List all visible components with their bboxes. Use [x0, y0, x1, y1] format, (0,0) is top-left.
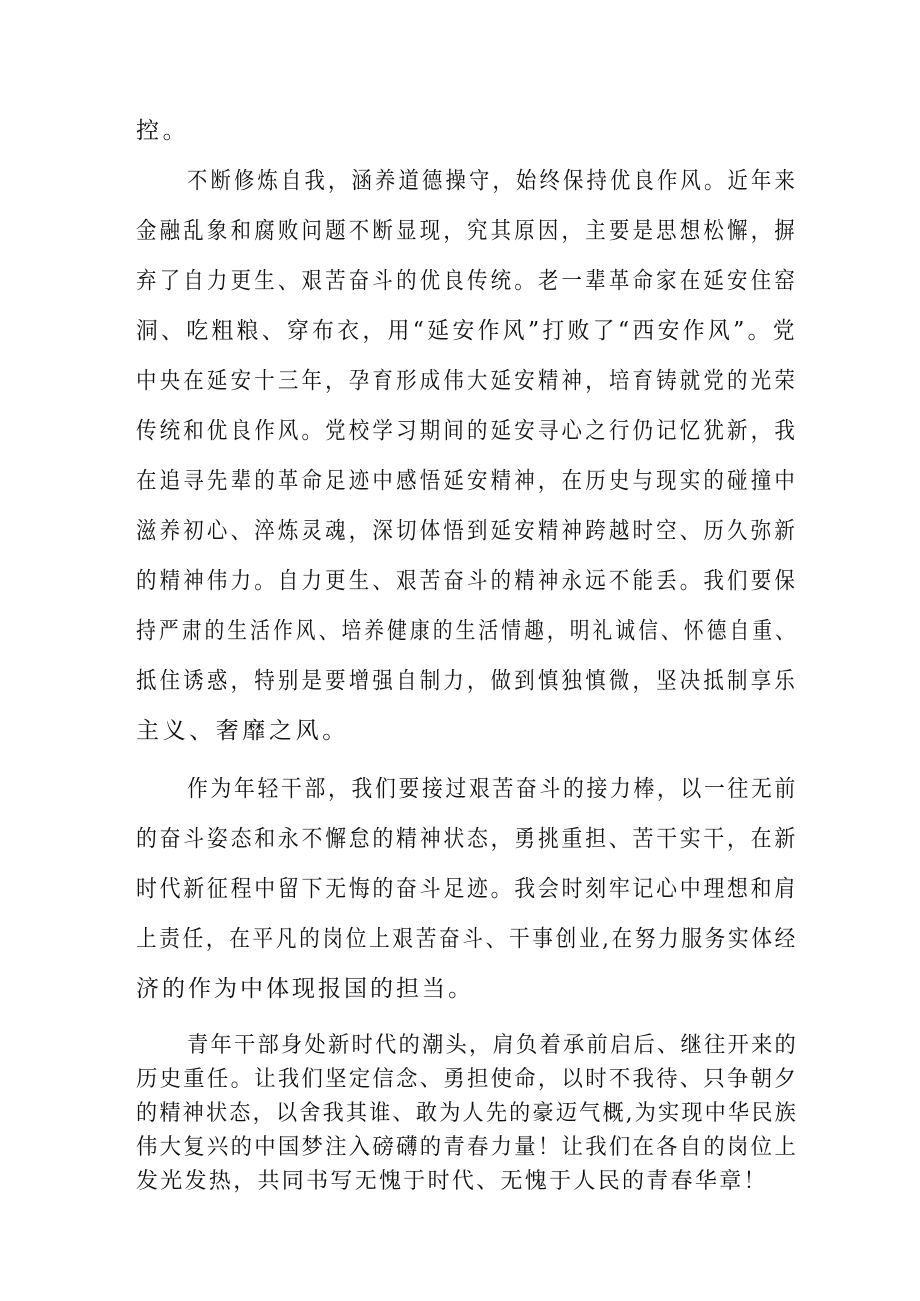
text-line: 的精神伟力。自力更生、艰苦奋斗的精神永远不能丢。我们要保 [136, 568, 798, 594]
text-line: 在追寻先辈的革命足迹中感悟延安精神，在历史与现实的碰撞中 [136, 468, 798, 494]
text-line: 作为年轻干部，我们要接过艰苦奋斗的接力棒，以一往无前 [187, 776, 798, 802]
text-line: 中央在延安十三年，孕育形成伟大延安精神，培育铸就党的光荣 [136, 368, 798, 394]
text-line: 滋养初心、淬炼灵魂，深切体悟到延安精神跨越时空、历久弥新 [136, 518, 798, 544]
text-line: 伟大复兴的中国梦注入磅礴的青春力量！让我们在各自的岗位上 [136, 1135, 798, 1160]
text-line: 持严肃的生活作风、培养健康的生活情趣，明礼诚信、怀德自重、 [136, 618, 799, 644]
text-line: 金融乱象和腐败问题不断显现，究其原因，主要是思想松懈，摒 [136, 218, 798, 244]
text-line: 青年干部身处新时代的潮头，肩负着承前启后、继往开来的 [187, 1033, 799, 1058]
text-line: 控。 [136, 118, 190, 144]
text-line: 历史重任。让我们坚定信念、勇担使命，以时不我待、只争朝夕 [136, 1067, 798, 1092]
text-line: 发光发热，共同书写无愧于时代、无愧于人民的青春华章！ [136, 1169, 768, 1194]
text-line: 主义、奢靡之风。 [136, 718, 349, 744]
text-line: 时代新征程中留下无悔的奋斗足迹。我会时刻牢记心中理想和肩 [136, 876, 798, 902]
text-line: 传统和优良作风。党校学习期间的延安寻心之行仍记忆犹新，我 [136, 418, 798, 444]
text-line: 的精神状态，以舍我其谁、敢为人先的豪迈气概,为实现中华民族 [136, 1101, 798, 1126]
text-line: 的奋斗姿态和永不懈怠的精神状态，勇挑重担、苦干实干，在新 [136, 826, 798, 852]
text-line: 济的作为中体现报国的担当。 [136, 976, 474, 1002]
text-line: 洞、吃粗粮、穿布衣，用“延安作风”打败了“西安作风”。党 [136, 318, 798, 344]
text-line: 弃了自力更生、艰苦奋斗的优良传统。老一辈革命家在延安住窑 [136, 268, 798, 294]
text-line: 抵住诱惑，特别是要增强自制力，做到慎独慎微，坚决抵制享乐 [136, 668, 798, 694]
text-line: 不断修炼自我，涵养道德操守，始终保持优良作风。近年来 [187, 168, 798, 194]
text-line: 上责任，在平凡的岗位上艰苦奋斗、干事创业,在努力服务实体经 [136, 926, 798, 952]
